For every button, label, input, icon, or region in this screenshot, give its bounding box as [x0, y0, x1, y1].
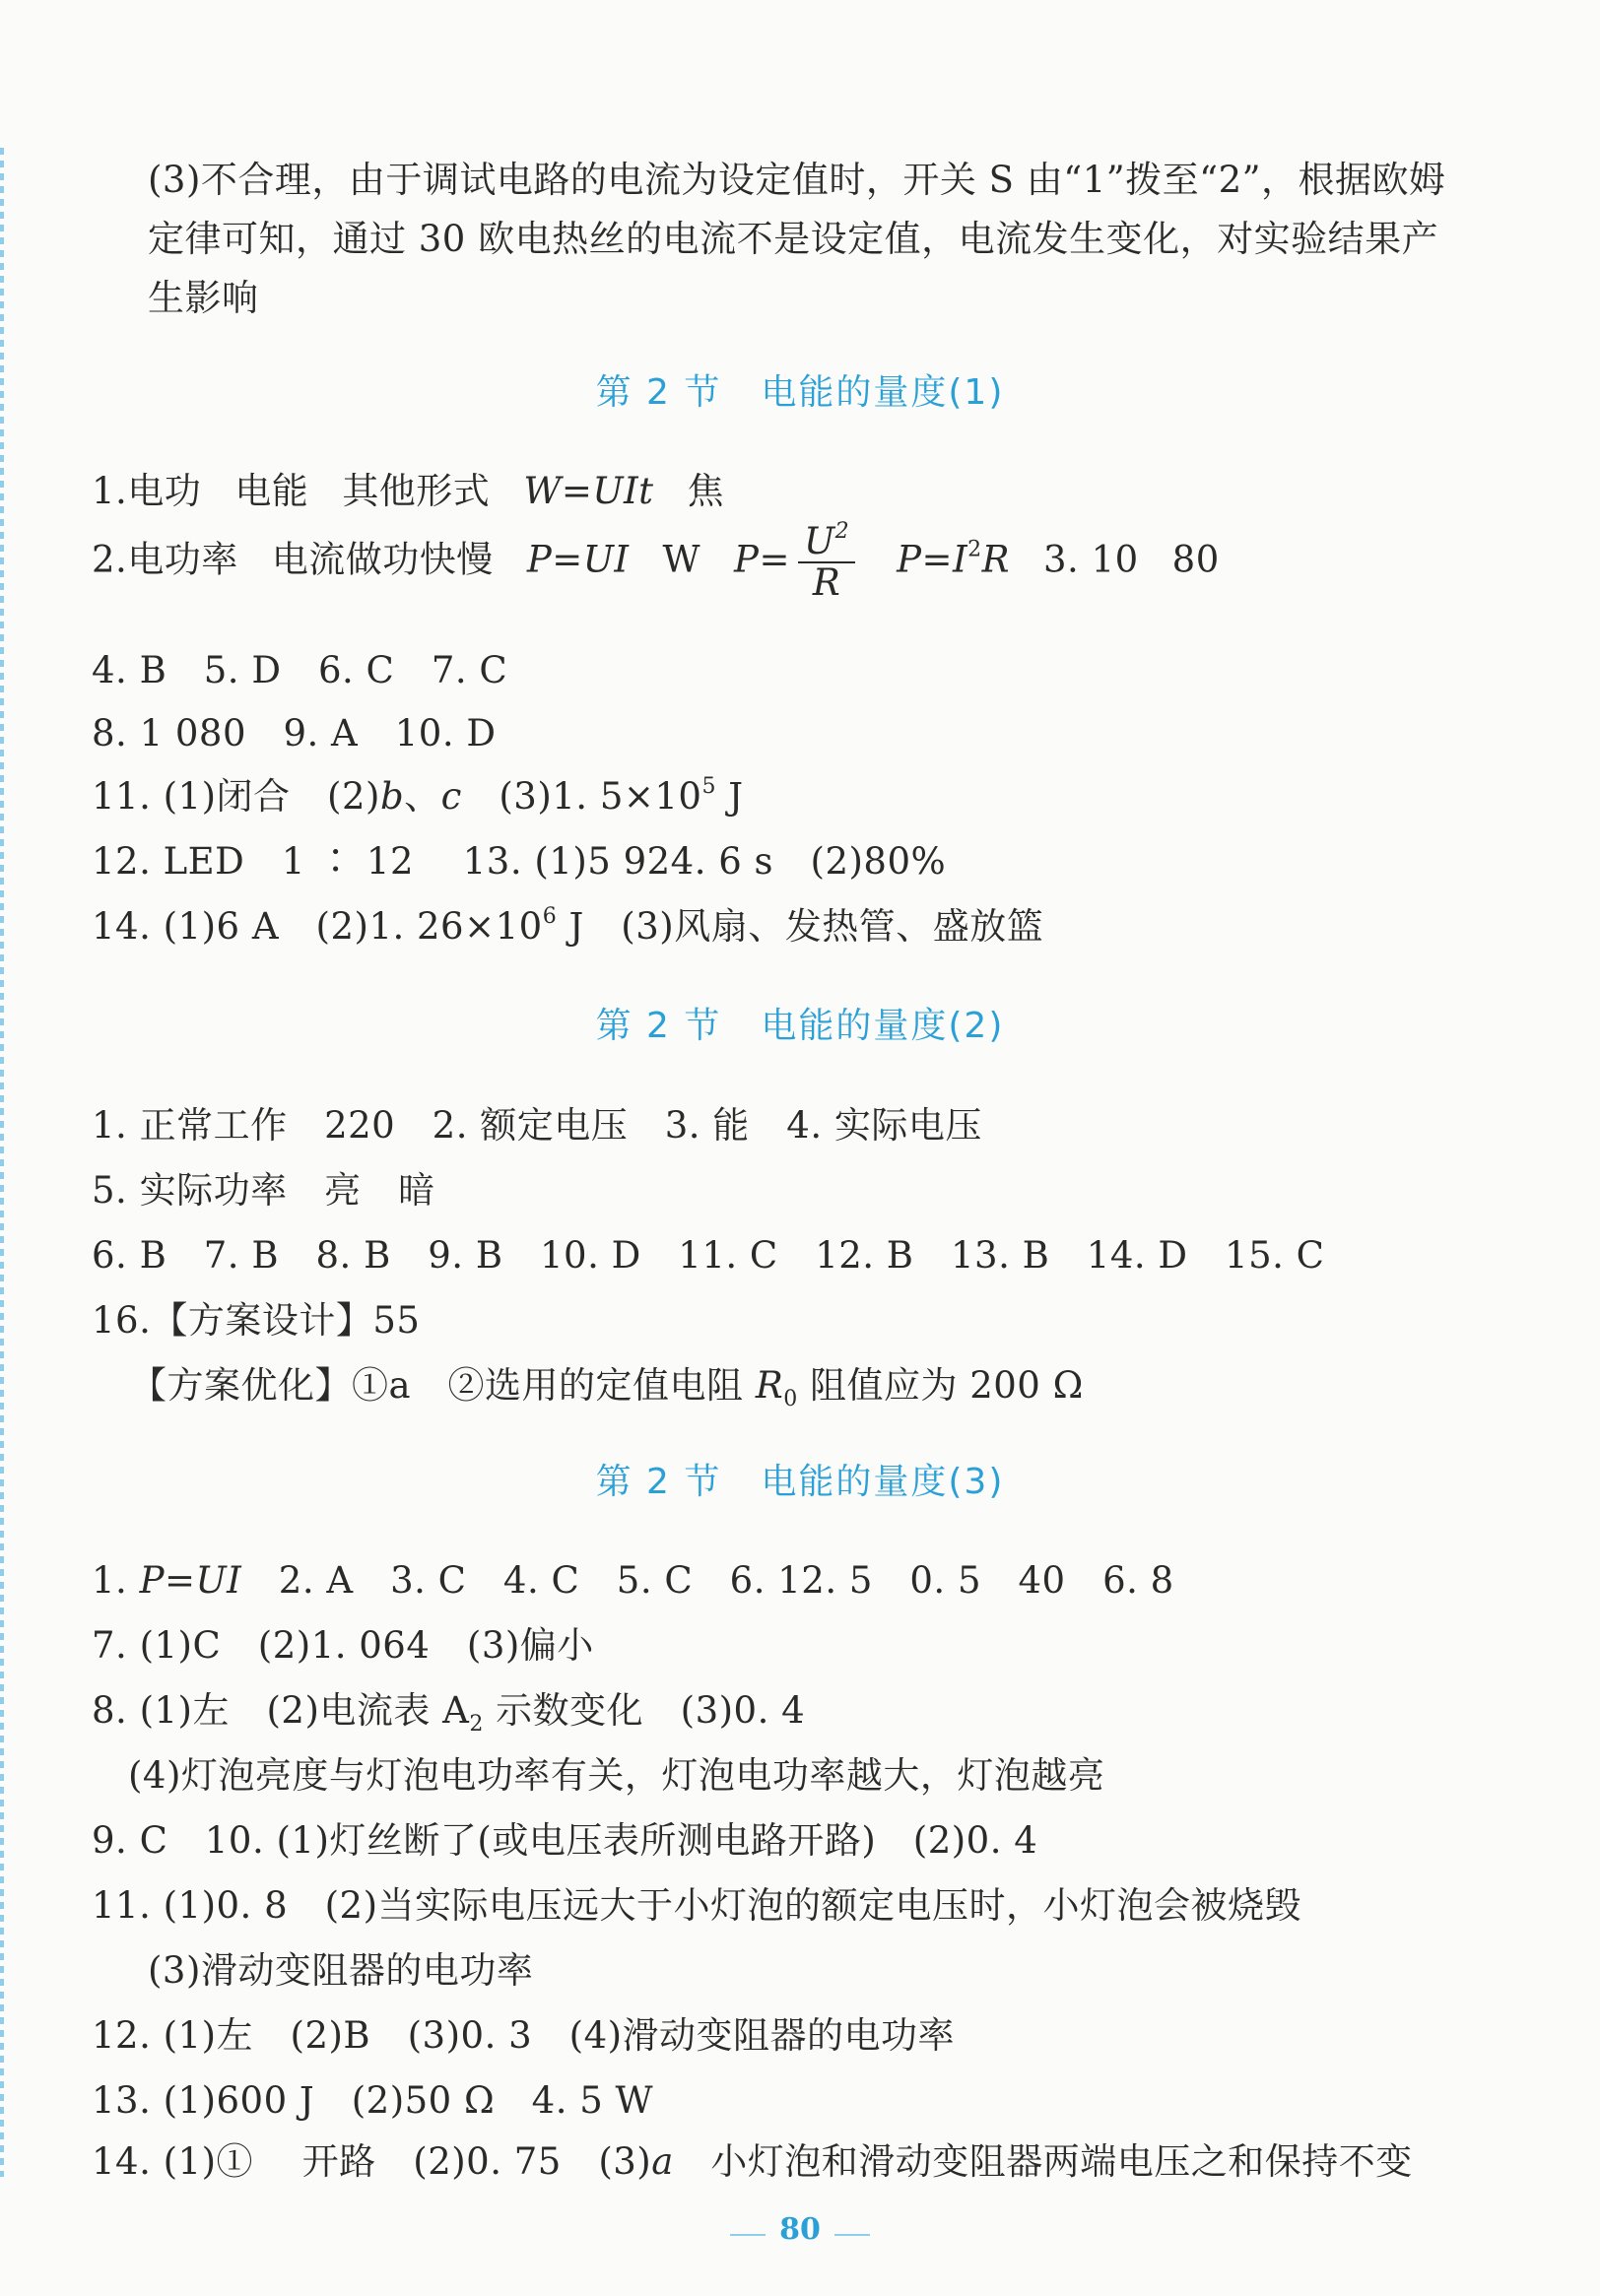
answer-text: 2. A 3. C 4. C 5. C 6. 12. 5 0. 5 40 6. 8: [241, 1559, 1174, 1602]
s2-answer-line-1: 1. 正常工作 220 2. 额定电压 3. 能 4. 实际电压: [92, 1104, 982, 1147]
formula-variable: W: [523, 470, 562, 512]
fraction: [798, 519, 855, 604]
subscript: 0: [783, 1387, 798, 1411]
section-heading-2-number: 第 2 节: [595, 1006, 722, 1046]
answer-text: 电功率: [127, 538, 238, 581]
formula-variable: R: [981, 538, 1011, 581]
answer-text: 焦: [687, 470, 725, 512]
section-heading-3-number: 第 2 节: [595, 1462, 722, 1502]
answer-text: 14. (1)① 开路 (2)0. 75 (3): [92, 2140, 652, 2183]
exponent: 5: [701, 774, 716, 799]
s3-answer-line-6: 11. (1)0. 8 (2)当实际电压远大于小灯泡的额定电压时，小灯泡会被烧毁: [92, 1884, 1302, 1927]
s1-answer-line-7: [92, 896, 1043, 950]
answer-text: 阻值应为 200 Ω: [797, 1364, 1084, 1407]
answer-text: 8. (1)左 (2)电流表 A: [92, 1689, 470, 1732]
s1-answer-line-2: [92, 519, 1220, 604]
s1-answer-line-5: [92, 766, 744, 820]
answer-text: 电能: [234, 470, 309, 512]
answer-text: 【方案优化】①a ②选用的定值电阻: [130, 1364, 756, 1407]
section-heading-3-title: 电能的量度(3): [761, 1462, 1005, 1502]
s1-answer-line-3: 4. B 5. D 6. C 7. C: [92, 649, 508, 691]
fraction-denominator: R: [812, 561, 841, 604]
s3-answer-line-7: (3)滑动变阻器的电功率: [148, 1949, 534, 1992]
answer-text: 14. (1)6 A (2)1. 26×10: [92, 905, 543, 948]
s2-answer-line-5: [130, 1355, 1084, 1409]
s3-answer-line-5: 9. C 10. (1)灯丝断了(或电压表所测电路开路) (2)0. 4: [92, 1819, 1038, 1862]
s2-answer-line-4: 16.【方案设计】55: [92, 1299, 421, 1342]
footer-dash-left: [730, 2234, 766, 2236]
formula-operator: =: [561, 470, 593, 512]
section-heading-2-title: 电能的量度(2): [761, 1006, 1005, 1046]
answer-text: 11. (1)闭合 (2): [92, 775, 380, 818]
s1-answer-line-6: 12. LED 1 ∶ 12 13. (1)5 924. 6 s (2)80%: [92, 840, 947, 883]
unit: W: [662, 538, 701, 581]
s3-answer-line-10: [92, 2132, 1413, 2185]
s3-answer-line-2: 7. (1)C (2)1. 064 (3)偏小: [92, 1624, 594, 1667]
answer-text: 示数变化 (3)0. 4: [483, 1689, 806, 1732]
formula-variable: UIt: [592, 470, 654, 512]
s1-answer-line-1: [92, 461, 724, 514]
intro-line-3: 生影响: [148, 277, 259, 319]
formula-variable: c: [440, 775, 462, 818]
answer-text: 、: [404, 775, 441, 818]
s2-answer-line-3: 6. B 7. B 8. B 9. B 10. D 11. C 12. B 13. B 14. D 15. C: [92, 1234, 1325, 1277]
section-heading-1-title: 电能的量度(1): [761, 372, 1005, 413]
section-heading-1: [0, 364, 1600, 415]
section-heading-1-number: 第 2 节: [595, 372, 722, 413]
s2-answer-line-2: 5. 实际功率 亮 暗: [92, 1169, 435, 1212]
answer-text: 80: [1171, 538, 1220, 581]
section-heading-3: [0, 1454, 1600, 1504]
formula: P=UI: [139, 1559, 242, 1602]
answer-text: 3. 10: [1043, 538, 1139, 581]
formula-variable: R: [755, 1364, 784, 1407]
answer-text: J: [715, 775, 744, 818]
formula-variable: b: [379, 775, 405, 818]
footer-dash-right: [834, 2234, 870, 2236]
answer-text: 1.: [92, 1559, 140, 1602]
s3-answer-line-3: [92, 1680, 806, 1737]
formula: P=I: [897, 538, 968, 581]
formula: P=: [734, 538, 790, 581]
s3-answer-line-9: 13. (1)600 J (2)50 Ω 4. 5 W: [92, 2079, 654, 2122]
answer-text: 小灯泡和滑动变阻器两端电压之和保持不变: [673, 2140, 1413, 2183]
s1-answer-line-4: 8. 1 080 9. A 10. D: [92, 712, 497, 754]
intro-line-2: 定律可知，通过 30 欧电热丝的电流不是设定值，电流发生变化，对实验结果产: [148, 218, 1439, 260]
intro-line-1: (3)不合理，由于调试电路的电流为设定值时，开关 S 由“1”拨至“2”，根据欧姆: [148, 159, 1446, 201]
answer-text: (3)1. 5×10: [461, 775, 702, 818]
exponent: 2: [967, 537, 982, 562]
page-number: 80: [779, 2212, 821, 2247]
answer-text: J (3)风扇、发热管、盛放篮: [557, 905, 1044, 948]
answer-text: 电流做功快慢: [271, 538, 494, 581]
subscript: 2: [469, 1712, 484, 1737]
answer-text: 其他形式: [342, 470, 491, 512]
s3-answer-line-8: 12. (1)左 (2)B (3)0. 3 (4)滑动变阻器的电功率: [92, 2014, 956, 2057]
q-number: 1.: [92, 470, 128, 512]
answer-text: 电功: [127, 470, 202, 512]
formula: P=UI: [526, 538, 630, 581]
section-heading-2: [0, 998, 1600, 1048]
fraction-numerator: U: [803, 520, 835, 562]
s3-answer-line-1: [92, 1550, 1174, 1604]
page-footer: [0, 2212, 1600, 2247]
exponent: 6: [542, 904, 558, 929]
s3-answer-line-4: (4)灯泡亮度与灯泡电功率有关，灯泡电功率越大，灯泡越亮: [128, 1754, 1105, 1797]
q-number: 2.: [92, 538, 128, 581]
exponent: 2: [834, 519, 850, 544]
formula-variable: a: [651, 2140, 674, 2183]
